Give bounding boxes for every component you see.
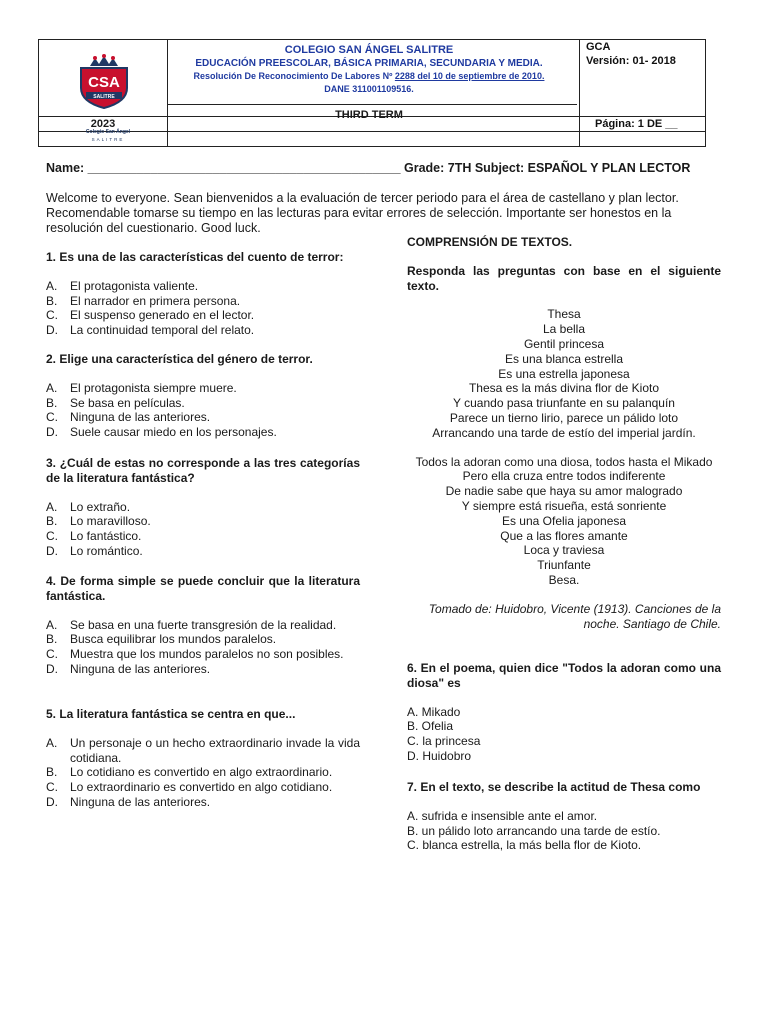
- option-d: D. La continuidad temporal del relato.: [46, 323, 255, 338]
- option-d: D. Lo romántico.: [46, 543, 143, 558]
- option-c: C. Muestra que los mundos paralelos no son posibles.: [46, 647, 344, 662]
- poem-line: Triunfante: [537, 558, 591, 573]
- option-b: B. Lo cotidiano es convertido en algo extraordinario.: [46, 765, 333, 780]
- poem-line: Arrancando una tarde de estío del imperial jardín.: [432, 425, 696, 440]
- logo-ribbon-text: SALITRE: [93, 94, 115, 100]
- option-b: B. un pálido loto arrancando una tarde de estío.: [407, 823, 661, 838]
- poem-line: Es una blanca estrella: [504, 351, 624, 366]
- poem-line: Thesa es la más divina flor de Kioto: [468, 381, 660, 396]
- school-resolution: Resolución De Reconocimiento De Labores Nº 2288 del 10 de septiembre de 2010.: [193, 71, 545, 81]
- school-dane: DANE 311001109516.: [324, 84, 414, 94]
- question-2: [46, 352, 360, 440]
- option-c: C. Lo extraordinario es convertido en algo cotidiano.: [46, 780, 333, 795]
- school-year: 2023: [90, 118, 116, 130]
- option-a: A. Mikado: [407, 704, 461, 719]
- question-5: [46, 707, 360, 810]
- option-a: A. El protagonista siempre muere.: [46, 380, 237, 395]
- poem-line: Todos la adoran como una diosa, todos hasta el Mikado: [415, 454, 713, 469]
- question-4: [46, 574, 360, 677]
- logo-subtitle: SALITRE: [91, 137, 125, 142]
- question-text: 2. Elige una característica del género de terror.: [46, 352, 313, 366]
- doc-code: GCA: [586, 41, 611, 53]
- option-c: C. Ninguna de las anteriores.: [46, 410, 211, 425]
- question-text: 6. En el poema, quien dice "Todos la adoran como una diosa" es: [407, 661, 721, 690]
- reading-title: COMPRENSIÓN DE TEXTOS.: [407, 235, 573, 249]
- option-a: A. sufrida e insensible ante el amor.: [407, 808, 598, 823]
- question-6: [407, 661, 721, 764]
- poem-citation: Tomado de: Huidobro, Vicente (1913). Canciones de la noche. Santiago de Chile.: [428, 601, 721, 631]
- poem-line: Parece un tierno lirio, parece un pálido loto: [449, 410, 679, 425]
- poem-line: Pero ella cruza entre todos indiferente: [462, 469, 666, 484]
- school-logo: [75, 54, 133, 110]
- question-text: 3. ¿Cuál de estas no corresponde a las tres categorías de la literatura fantástica?: [46, 456, 360, 485]
- school-name: COLEGIO SAN ÁNGEL SALITRE: [284, 44, 454, 56]
- question-text: 4. De forma simple se puede concluir que la literatura fantástica.: [46, 574, 360, 603]
- option-c: C. la princesa: [407, 734, 481, 749]
- poem-line: Loca y traviesa: [523, 543, 605, 558]
- option-d: D. Suele causar miedo en los personajes.: [46, 425, 277, 440]
- poem-line: De nadie sabe que haya su amor malogrado: [445, 484, 683, 499]
- option-a: A. Un personaje o un hecho extraordinario invade la vida cotidiana.: [46, 735, 360, 765]
- poem-line: Que a las flores amante: [500, 528, 628, 543]
- option-d: D. Ninguna de las anteriores.: [46, 661, 211, 676]
- poem-line: Gentil princesa: [523, 336, 605, 351]
- question-3: [46, 456, 360, 559]
- option-b: B. Lo maravilloso.: [46, 514, 151, 529]
- option-a: A. Se basa en una fuerte transgresión de la realidad.: [46, 617, 337, 632]
- option-a: A. El protagonista valiente.: [46, 278, 199, 293]
- option-d: D. Ninguna de las anteriores.: [46, 794, 211, 809]
- option-a: A. Lo extraño.: [46, 499, 131, 514]
- poem-line: Es una Ofelia japonesa: [501, 513, 627, 528]
- question-1: [46, 250, 360, 338]
- question-text: 7. En el texto, se describe la actitud de Thesa como: [407, 780, 701, 794]
- poem-stanza-2: [407, 455, 721, 588]
- option-b: B. Busca equilibrar los mundos paralelos.: [46, 632, 277, 647]
- option-b: B. El narrador en primera persona.: [46, 293, 241, 308]
- question-text: 1. Es una de las características del cuento de terror:: [46, 250, 344, 264]
- option-c: C. El suspenso generado en el lector.: [46, 308, 255, 323]
- question-text: 5. La literatura fantástica se centra en que...: [46, 707, 296, 721]
- student-info-line: Name: _____________________________________________ Grade: 7TH Subject: ESPAÑOL Y PLAN LECTOR: [46, 161, 691, 175]
- poem-line: La bella: [542, 322, 586, 337]
- page-number: Página: 1 DE __: [595, 118, 678, 130]
- option-d: D. Huidobro: [407, 748, 472, 763]
- poem-line: Y cuando pasa triunfante en su palanquín: [453, 396, 675, 411]
- intro-text: Welcome to everyone. Sean bienvenidos a la evaluación de tercer periodo para el área de castellano y plan lector. Recomendable tomarse su tiempo en las lecturas para evitar errores de selección. Importante ser honestos en la resolución del cuestionario. Good luck.: [46, 191, 679, 235]
- term-label: THIRD TERM: [335, 109, 403, 121]
- header-rule: [167, 104, 577, 105]
- school-levels: EDUCACIÓN PREESCOLAR, BÁSICA PRIMARIA, SECUNDARIA Y MEDIA.: [195, 58, 543, 69]
- option-c: C. blanca estrella, la más bella flor de Kioto.: [407, 838, 642, 853]
- header-table: [38, 39, 706, 147]
- logo-name: Colegio San Ángel: [85, 129, 131, 135]
- question-7: [407, 780, 721, 853]
- poem-stanza-1: [407, 307, 721, 440]
- poem-line: Es una estrella japonesa: [498, 366, 630, 381]
- reading-instruction: Responda las preguntas con base en el siguiente texto.: [407, 263, 721, 293]
- option-b: B. Ofelia: [407, 719, 454, 734]
- poem-line: Besa.: [548, 572, 580, 587]
- logo-initials: CSA: [88, 74, 120, 91]
- option-b: B. Se basa en películas.: [46, 395, 185, 410]
- poem-line: Thesa: [547, 307, 581, 322]
- doc-version: Versión: 01- 2018: [586, 55, 676, 67]
- reading-section: [407, 235, 721, 631]
- poem-line: Y siempre está risueña, está sonriente: [461, 498, 667, 513]
- option-c: C. Lo fantástico.: [46, 529, 142, 544]
